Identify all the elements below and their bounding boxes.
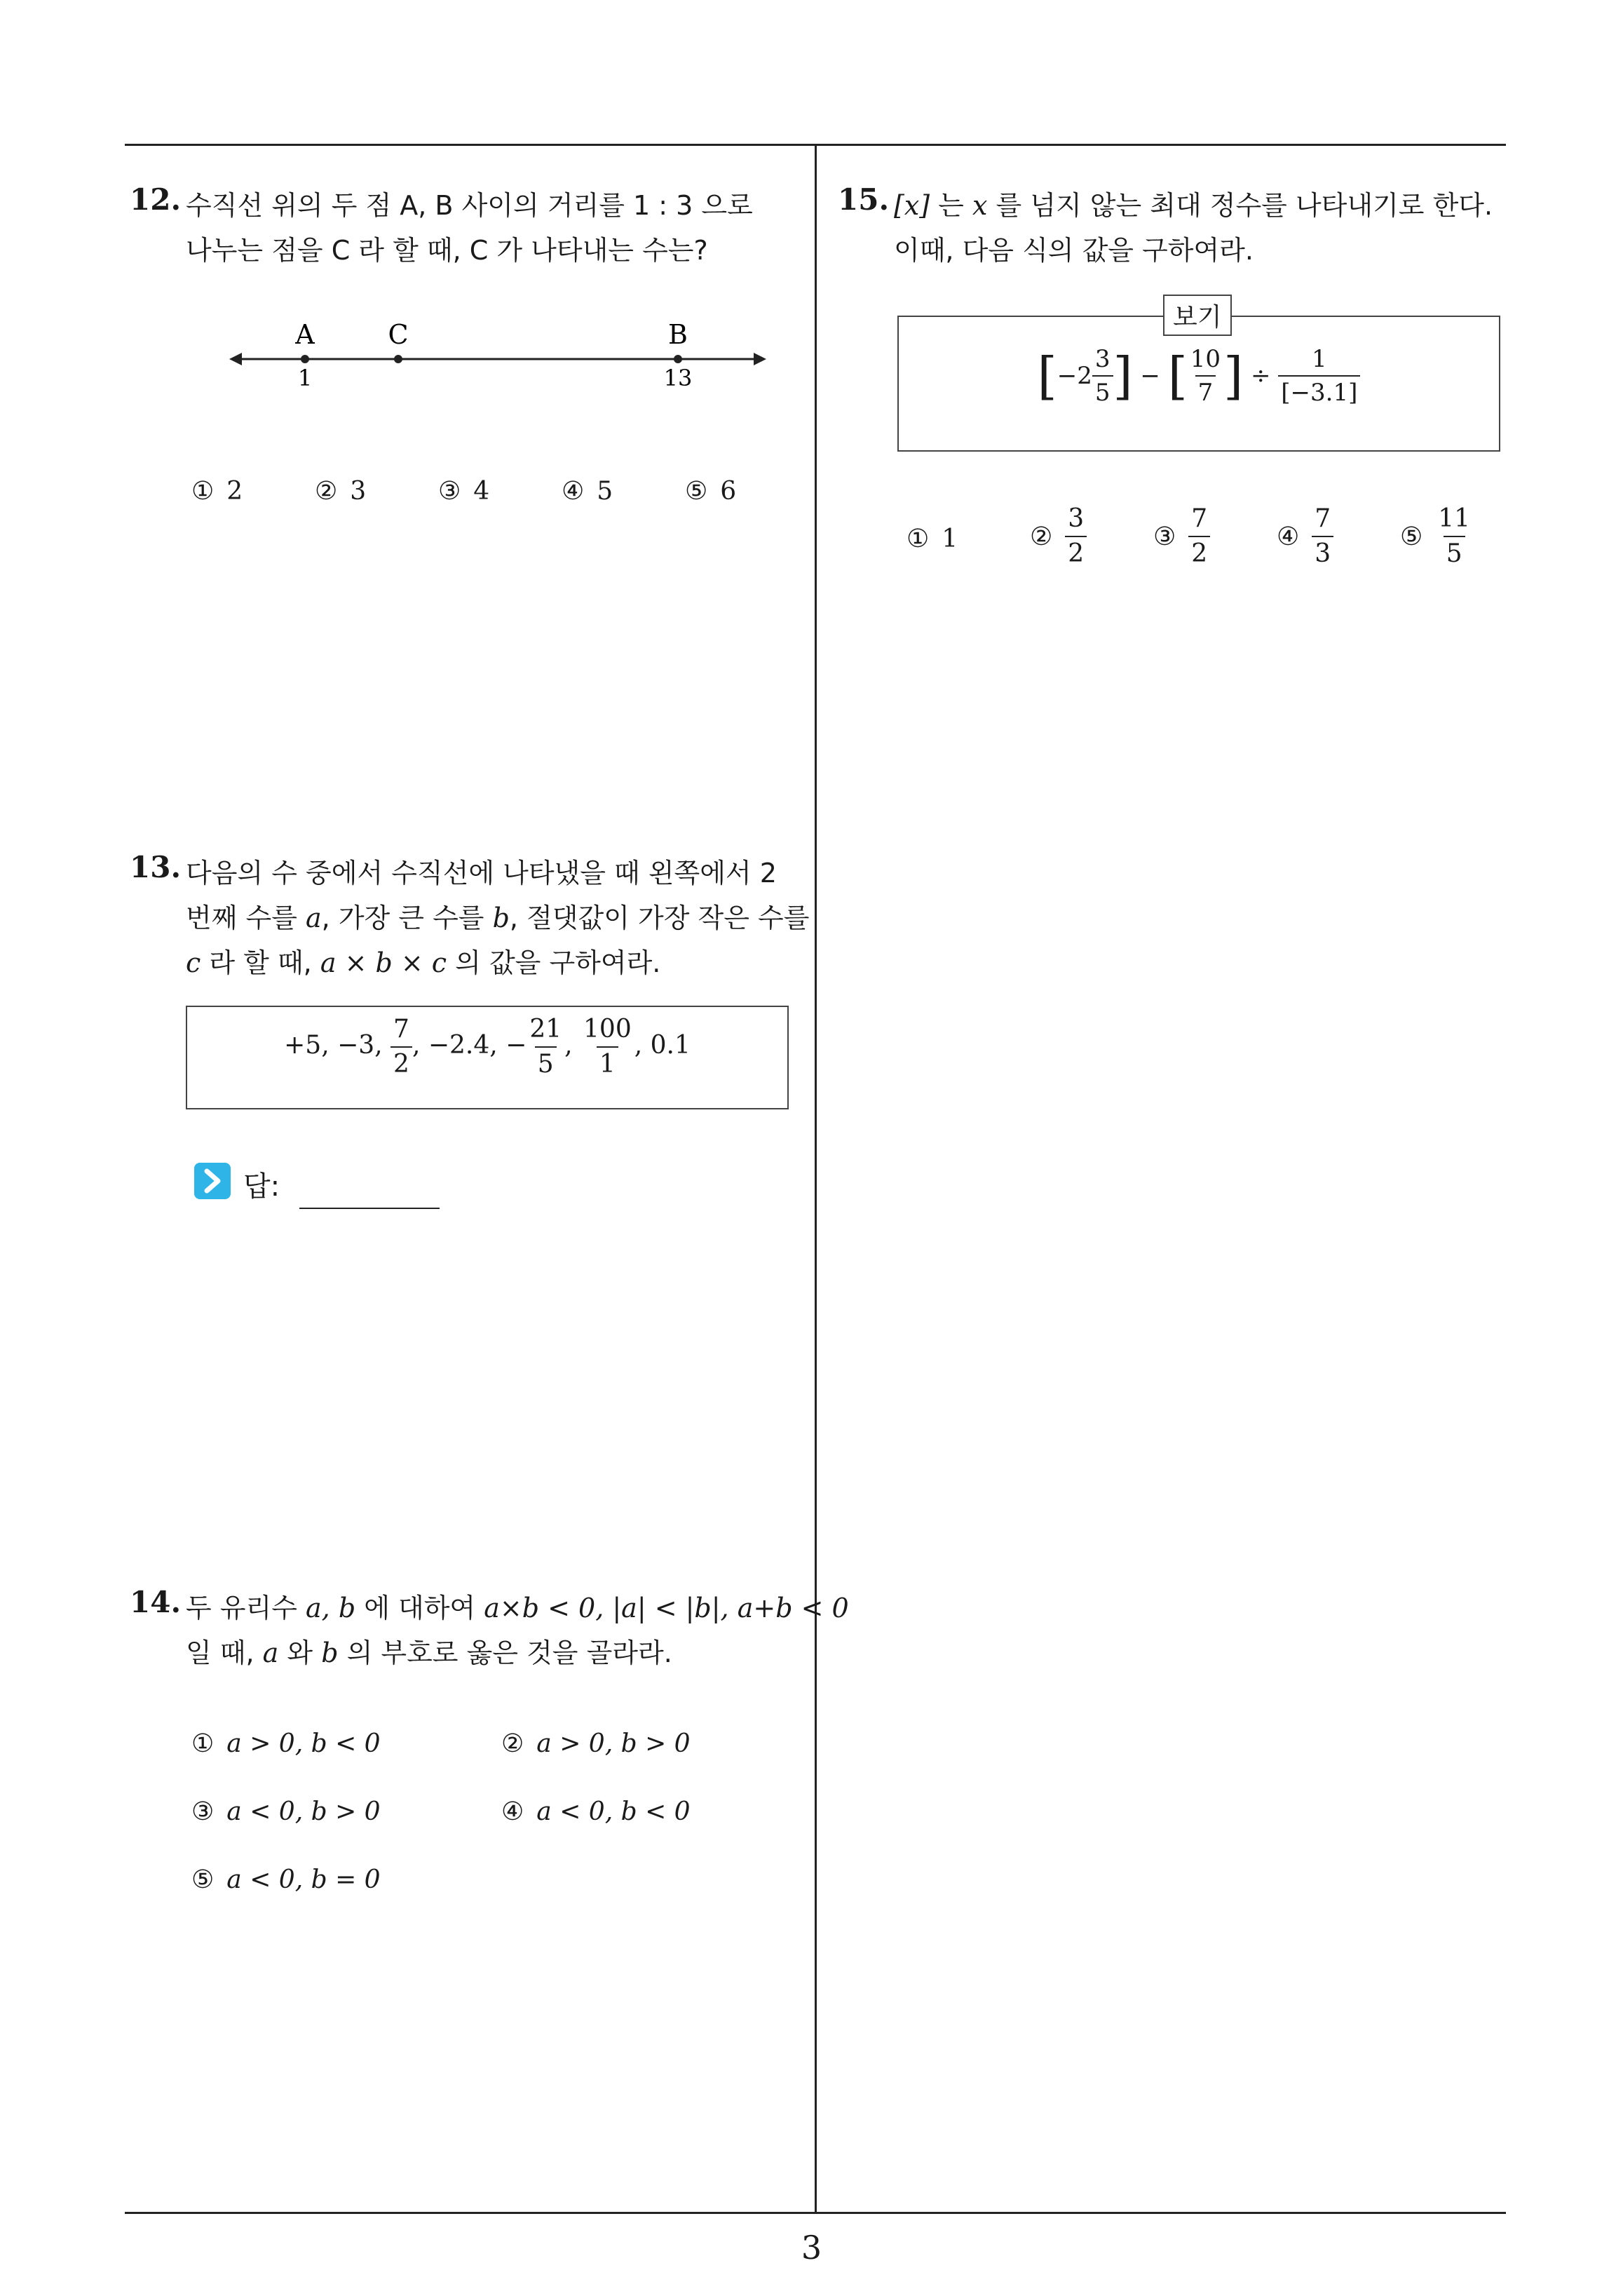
number-line — [228, 309, 789, 400]
option-4[interactable] — [501, 1797, 691, 1826]
fraction-7-2: $\frac{7}{2}$ — [391, 1017, 412, 1077]
fraction-10-7: $\frac{10}{7}$ — [1190, 345, 1221, 407]
option-marker: ② — [501, 1729, 524, 1758]
question-text-line-2: 나누는 점을 C 라 할 때, C 가 나타내는 수는? — [186, 235, 708, 266]
point-a-marker — [301, 355, 309, 363]
question-text-line-1: 다음의 수 중에서 수직선에 나타냈을 때 왼쪽에서 2 — [186, 858, 777, 889]
option-fraction: $\frac{3}{2}$ — [1065, 506, 1087, 567]
tick-value-1: 1 — [297, 365, 313, 391]
question-text-line-2: 일 때, a 와 b 의 부호로 옳은 것을 골라라. — [186, 1637, 672, 1668]
point-label-a: A — [295, 319, 315, 350]
option-text: 5 — [597, 477, 613, 506]
point-c-marker — [394, 355, 402, 363]
question-text-line-3: c 라 할 때, a × b × c 의 값을 구하여라. — [186, 947, 661, 978]
option-marker: ⑤ — [1400, 522, 1423, 551]
option-marker: ② — [315, 477, 338, 506]
option-4[interactable] — [562, 477, 613, 506]
column-divider — [815, 146, 817, 2213]
point-label-c: C — [388, 319, 409, 350]
option-1[interactable] — [191, 477, 243, 506]
question-13 — [130, 850, 810, 1229]
expression: [−2 $\frac{3}{5}$ ] − [ $\frac{10}{7}$ ] ÷ $\frac{1}{[-3.1]}$ — [899, 346, 1499, 405]
question-number: 12. — [130, 182, 182, 217]
question-14 — [130, 1585, 849, 1907]
option-text: 6 — [720, 477, 737, 506]
option-text: a < 0, b = 0 — [226, 1865, 381, 1894]
question-text-line-1: [x] 는 x 를 넘지 않는 최대 정수를 나타내기로 한다. — [894, 190, 1493, 221]
fraction-1-floor: $\frac{1}{[-3.1]}$ — [1278, 347, 1360, 405]
page-number: 3 — [801, 2229, 822, 2267]
point-b-marker — [674, 355, 682, 363]
option-4[interactable] — [1277, 506, 1333, 567]
question-number: 13. — [130, 850, 182, 884]
option-3[interactable] — [191, 1797, 381, 1826]
number-list: +5, −3, $\frac{7}{2}$ , −2.4, − $\frac{21}{5}$ , $\frac{100}{1}$ , 0.1 — [284, 1015, 691, 1079]
question-number: 14. — [130, 1585, 182, 1619]
chevron-right-icon — [194, 1163, 231, 1199]
option-2[interactable] — [501, 1729, 691, 1758]
option-marker: ① — [906, 525, 930, 553]
option-fraction: $\frac{11}{5}$ — [1438, 504, 1471, 568]
option-marker: ④ — [1277, 522, 1300, 551]
option-marker: ④ — [562, 477, 585, 506]
question-number: 15. — [838, 182, 890, 217]
option-3[interactable] — [438, 477, 489, 506]
option-fraction: $\frac{7}{2}$ — [1188, 506, 1210, 567]
option-marker: ③ — [1153, 522, 1176, 551]
option-marker: ⑤ — [191, 1865, 215, 1894]
option-marker: ② — [1030, 522, 1053, 551]
example-box — [897, 316, 1500, 452]
option-1[interactable] — [906, 525, 958, 553]
option-text: a < 0, b > 0 — [226, 1797, 381, 1826]
example-legend: 보기 — [1163, 295, 1232, 336]
option-fraction: $\frac{7}{3}$ — [1312, 506, 1333, 567]
option-text: a > 0, b > 0 — [536, 1729, 691, 1758]
tick-value-13: 13 — [663, 365, 693, 391]
question-text-line-1: 수직선 위의 두 점 A, B 사이의 거리를 1 : 3 으로 — [186, 190, 753, 221]
option-3[interactable] — [1153, 506, 1210, 567]
option-marker: ③ — [438, 477, 461, 506]
option-text: 2 — [226, 477, 243, 506]
option-5[interactable] — [191, 1865, 381, 1894]
option-text: a < 0, b < 0 — [536, 1797, 691, 1826]
option-marker: ① — [191, 477, 215, 506]
option-text: 4 — [473, 477, 490, 506]
option-marker: ⑤ — [685, 477, 708, 506]
option-text: 1 — [942, 525, 958, 553]
question-text-line-2: 이때, 다음 식의 값을 구하여라. — [894, 235, 1254, 266]
bottom-rule — [125, 2212, 1506, 2214]
option-5[interactable] — [685, 477, 736, 506]
fraction-21-5: $\frac{21}{5}$ — [529, 1015, 562, 1079]
option-2[interactable] — [315, 477, 366, 506]
option-text: 3 — [350, 477, 367, 506]
option-2[interactable] — [1030, 506, 1087, 567]
fraction-100-1: $\frac{100}{1}$ — [583, 1015, 632, 1079]
answer-blank[interactable] — [299, 1208, 440, 1209]
option-text: a > 0, b < 0 — [226, 1729, 381, 1758]
number-list-box — [186, 1006, 789, 1109]
option-marker: ③ — [191, 1797, 215, 1826]
question-text-line-1: 두 유리수 a, b 에 대하여 a×b < 0, |a| < |b|, a+b < 0 — [186, 1593, 849, 1623]
question-text-line-2: 번째 수를 a, 가장 큰 수를 b, 절댓값이 가장 작은 수를 — [186, 903, 810, 933]
point-label-b: B — [668, 319, 688, 350]
question-12 — [130, 182, 803, 519]
option-1[interactable] — [191, 1729, 381, 1758]
question-15 — [838, 182, 1511, 575]
fraction-3-5: $\frac{3}{5}$ — [1092, 347, 1113, 405]
option-marker: ① — [191, 1729, 215, 1758]
option-5[interactable] — [1400, 506, 1473, 567]
option-marker: ④ — [501, 1797, 524, 1826]
answer-label: 답: — [243, 1170, 280, 1203]
